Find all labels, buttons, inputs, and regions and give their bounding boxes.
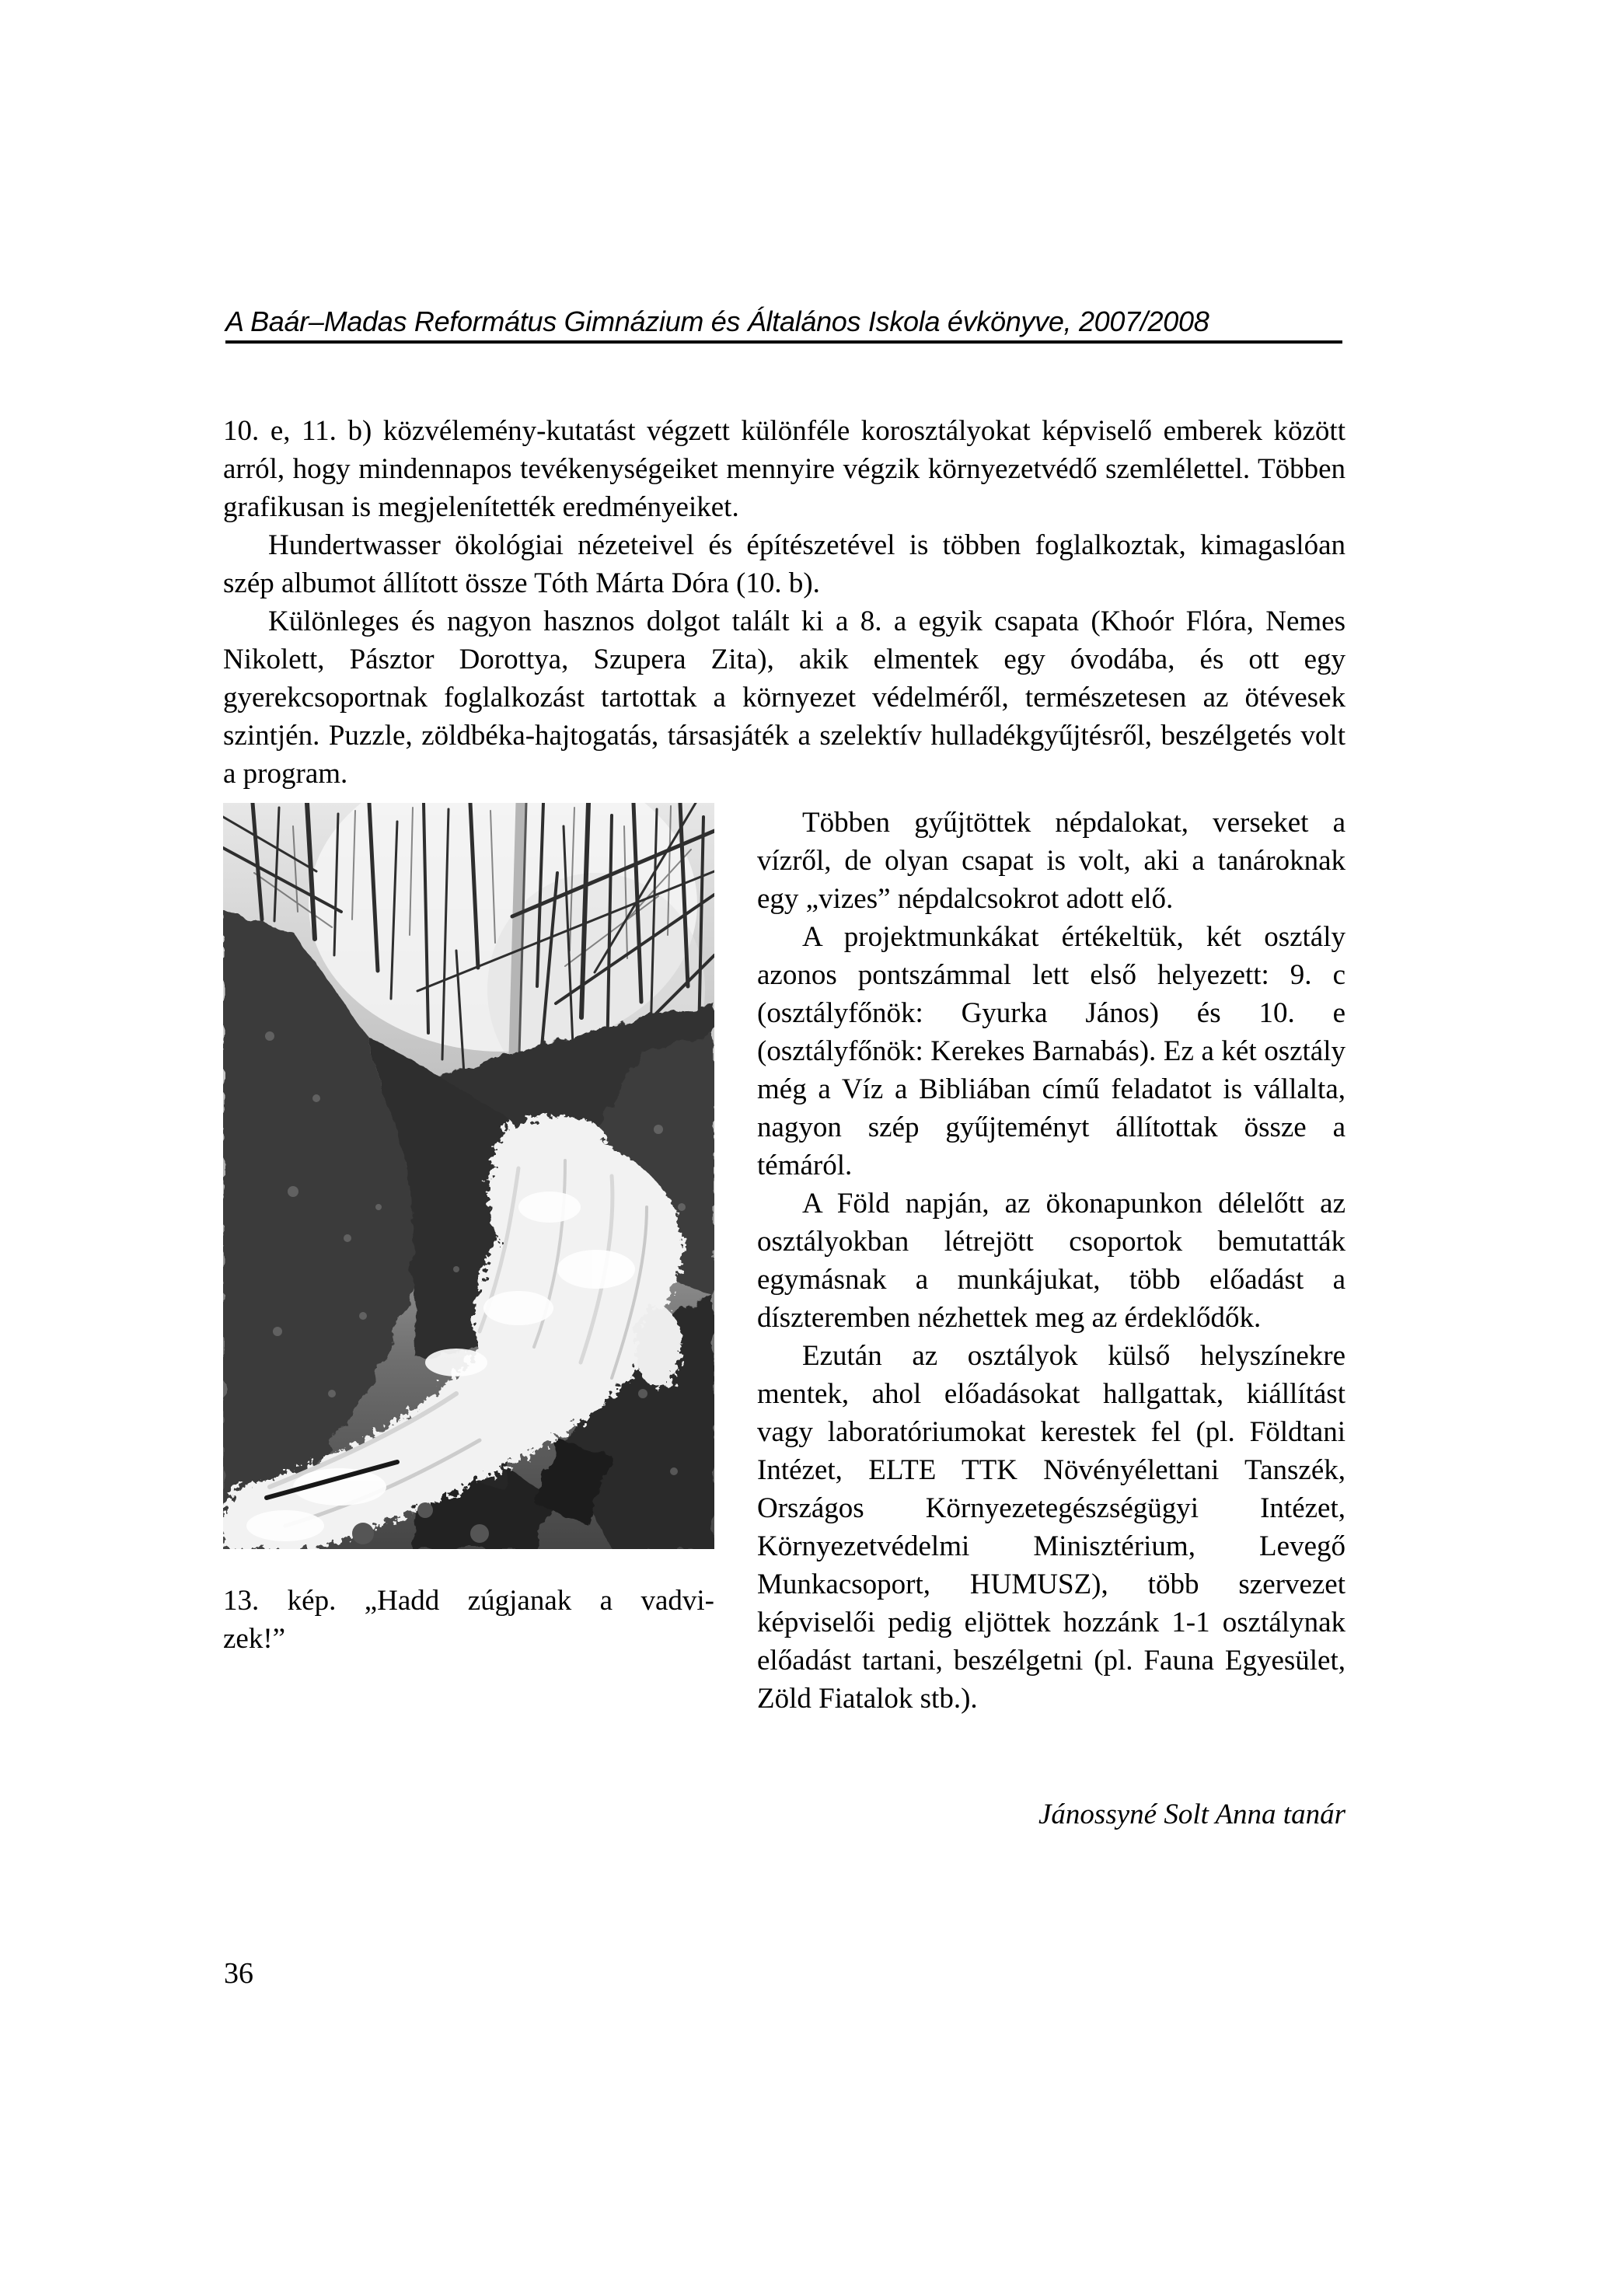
waterfall-photo-svg xyxy=(223,803,714,1549)
running-header-title: A Baár–Madas Református Gimnázium és Általános Iskola évkönyve, 2007/2008 xyxy=(225,305,1209,337)
paragraph-7: Ezután az osztályok külső helyszínekre mentek, ahol előadásokat hallgattak, kiállítást vagy laboratóriumokat kerestek fel (pl. Földtani Intézet, ELTE TTK Növényélettani Tanszék, Országos Környezetegészségügyi Intézet, Környezetvédelmi Minisztérium, Levegő Munkacsoport, HUMUSZ), több szervezet képviselői pedig eljöttek hozzánk 1-1 osztálynak előadást tartani, beszélgetni (pl. Fauna Egyesület, Zöld Fiatalok stb.). xyxy=(757,1340,1346,1715)
paragraph-5: A projektmunkákat értékeltük, két osztály azonos pontszámmal lett első helyezett: 9. c (osztályfőnök: Gyurka János) és 10. e (osztályfőnök: Kerekes Barnabás). Ez a két osztály még a Víz a Bibliában című feladatot is vállalta, nagyon szép gyűjteményt állítottak össze a témáról. xyxy=(757,921,1346,1181)
paragraph-6: A Föld napján, az ökonapunkon délelőtt az osztályokban létrejött csoportok bemutatták egymásnak a munkájukat, több előadást a díszteremben nézhettek meg az érdeklődők. xyxy=(757,1188,1346,1334)
waterfall-photo xyxy=(223,803,714,1549)
figure-caption-line1: 13. kép. „Hadd zúgjanak a vadvi- xyxy=(223,1585,714,1617)
paragraph-3: Különleges és nagyon hasznos dolgot talált ki a 8. a egyik csapata (Khoór Flóra, Nemes Nikolett, Pásztor Dorottya, Szupera Zita), akik elmentek egy óvodába, és ott egy gyerekcsoportnak foglalkozást tartottak a környezet védelméről, természetesen az ötévesek szintjén. Puzzle, zöldbéka-hajtogatás, társasjáték a szelektív hulladékgyűjtésről, beszélgetés volt a program. xyxy=(223,605,1346,790)
author-signature: Jánossyné Solt Anna tanár xyxy=(1038,1799,1346,1830)
paragraph-1: 10. e, 11. b) közvélemény-kutatást végzett különféle korosztályokat képviselő emberek között arról, hogy mindennapos tevékenységeiket mennyire végzik környezetvédő szemlélettel. Többen grafikusan is megjelenítették eredményeiket. xyxy=(223,415,1346,523)
running-header xyxy=(225,306,1342,337)
figure-13 xyxy=(223,803,714,1658)
body-text xyxy=(223,412,1346,1718)
paragraph-4: Többen gyűjtöttek népdalokat, verseket a vízről, de olyan csapat is volt, aki a tanároknak egy „vizes” népdalcsokrot adott elő. xyxy=(757,807,1346,915)
page-number: 36 xyxy=(224,1957,253,1990)
figure-caption-line2: zek!” xyxy=(223,1623,286,1655)
header-rule xyxy=(225,340,1342,344)
paragraph-2: Hundertwasser ökológiai nézeteivel és építészetével is többen foglalkoztak, kimagaslóan szép albumot állított össze Tóth Márta Dóra (10. b). xyxy=(223,529,1346,599)
figure-caption xyxy=(223,1582,714,1658)
